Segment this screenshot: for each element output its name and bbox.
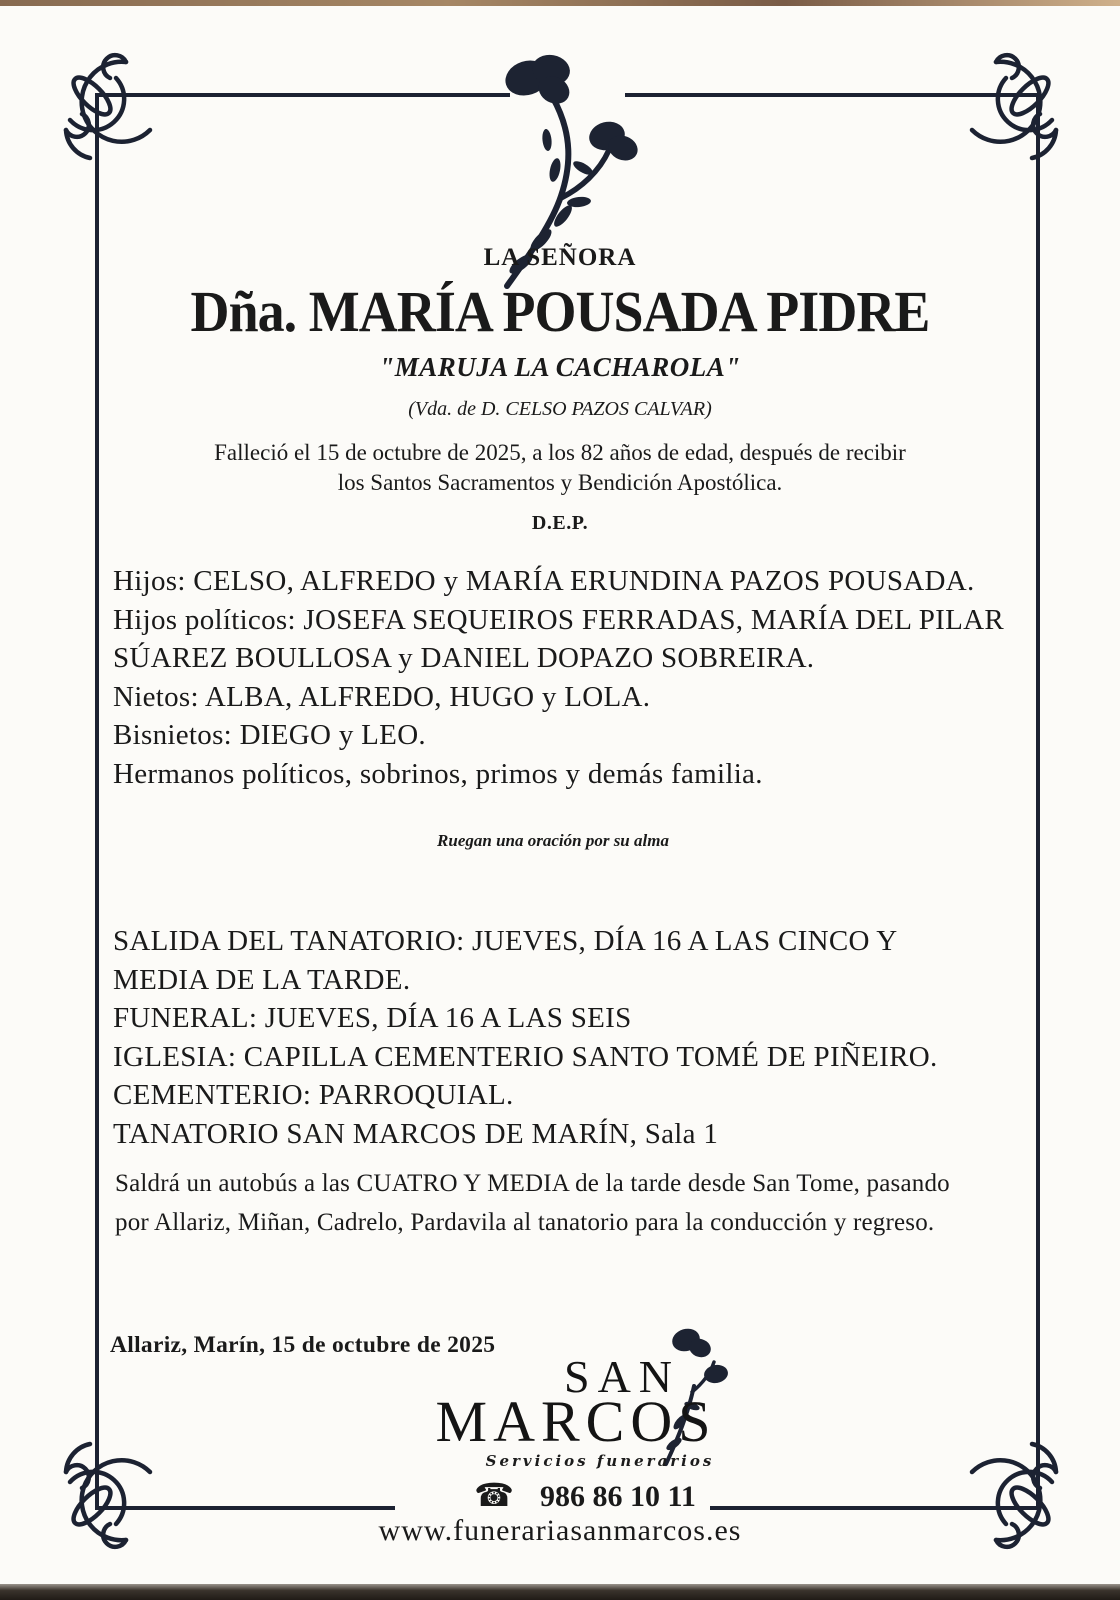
nickname: "MARUJA LA CACHAROLA" [379,352,741,382]
family-line: Hijos: CELSO, ALFREDO y MARÍA ERUNDINA PAZOS POUSADA. [113,565,975,597]
service-line: FUNERAL: JUEVES, DÍA 16 A LAS SEIS [113,1002,632,1034]
family-line: Hermanos políticos, sobrinos, primos y demás familia. [113,757,763,790]
phone-number: 986 86 10 11 [540,1480,696,1513]
family-section [113,562,1004,793]
phone-row [25,1476,1120,1514]
website-url: www.funerariasanmarcos.es [378,1514,742,1547]
phone-icon: ☎ [474,1477,514,1513]
logo-name-top: SAN [563,1351,681,1402]
corner-flourish-icon [952,34,1092,174]
service-line: MEDIA DE LA TARDE. [113,963,411,996]
death-notice [0,438,1120,498]
family-line: Nietos: ALBA, ALFREDO, HUGO y LOLA. [113,680,651,713]
logo-name-bottom: MARCOS [435,1389,717,1454]
flower-head-right [586,118,641,165]
service-details-section [113,922,938,1153]
service-line: TANATORIO SAN MARCOS DE MARÍN, Sala 1 [113,1117,719,1150]
photo-edge-top [0,0,1120,6]
logo-tagline: Servicios funerarios [485,1452,715,1470]
death-line-2: los Santos Sacramentos y Bendición Apostólica. [337,470,783,495]
flower-head-top [501,52,574,109]
family-line: Bisnietos: DIEGO y LEO. [113,719,426,751]
header-label: LA SEÑORA [483,244,637,271]
place-and-date: Allariz, Marín, 15 de octubre de 2025 [110,1332,496,1358]
family-line: Hijos políticos: JOSEFA SEQUEIROS FERRADAS, MARÍA DEL PILAR [113,603,1005,636]
family-line: SÚAREZ BOULLOSA y DANIEL DOPAZO SOBREIRA. [113,642,815,674]
dep-abbreviation: D.E.P. [531,512,589,534]
service-line: SALIDA DEL TANATORIO: JUEVES, DÍA 16 A LAS CINCO Y [113,925,898,957]
death-line-1: Falleció el 15 de octubre de 2025, a los 82 años de edad, después de recibir [214,440,906,465]
photo-edge-bottom [0,1584,1120,1600]
widow-of-line: (Vda. de D. CELSO PAZOS CALVAR) [408,398,712,420]
corner-flourish-icon [30,34,170,174]
prayer-line: Ruegan una oración por su alma [437,831,669,850]
service-line: IGLESIA: CAPILLA CEMENTERIO SANTO TOMÉ DE PIÑEIRO. [113,1040,938,1073]
bus-note: Saldrá un autobús a las CUATRO Y MEDIA de la tarde desde San Tome, pasando por Allariz, Miñan, Cadrelo, Pardavila al tanatorio para la conducción y regreso. [115,1170,950,1236]
deceased-name: Dña. MARÍA POUSADA PIDRE [190,279,930,344]
service-line: CEMENTERIO: PARROQUIAL. [113,1079,514,1111]
